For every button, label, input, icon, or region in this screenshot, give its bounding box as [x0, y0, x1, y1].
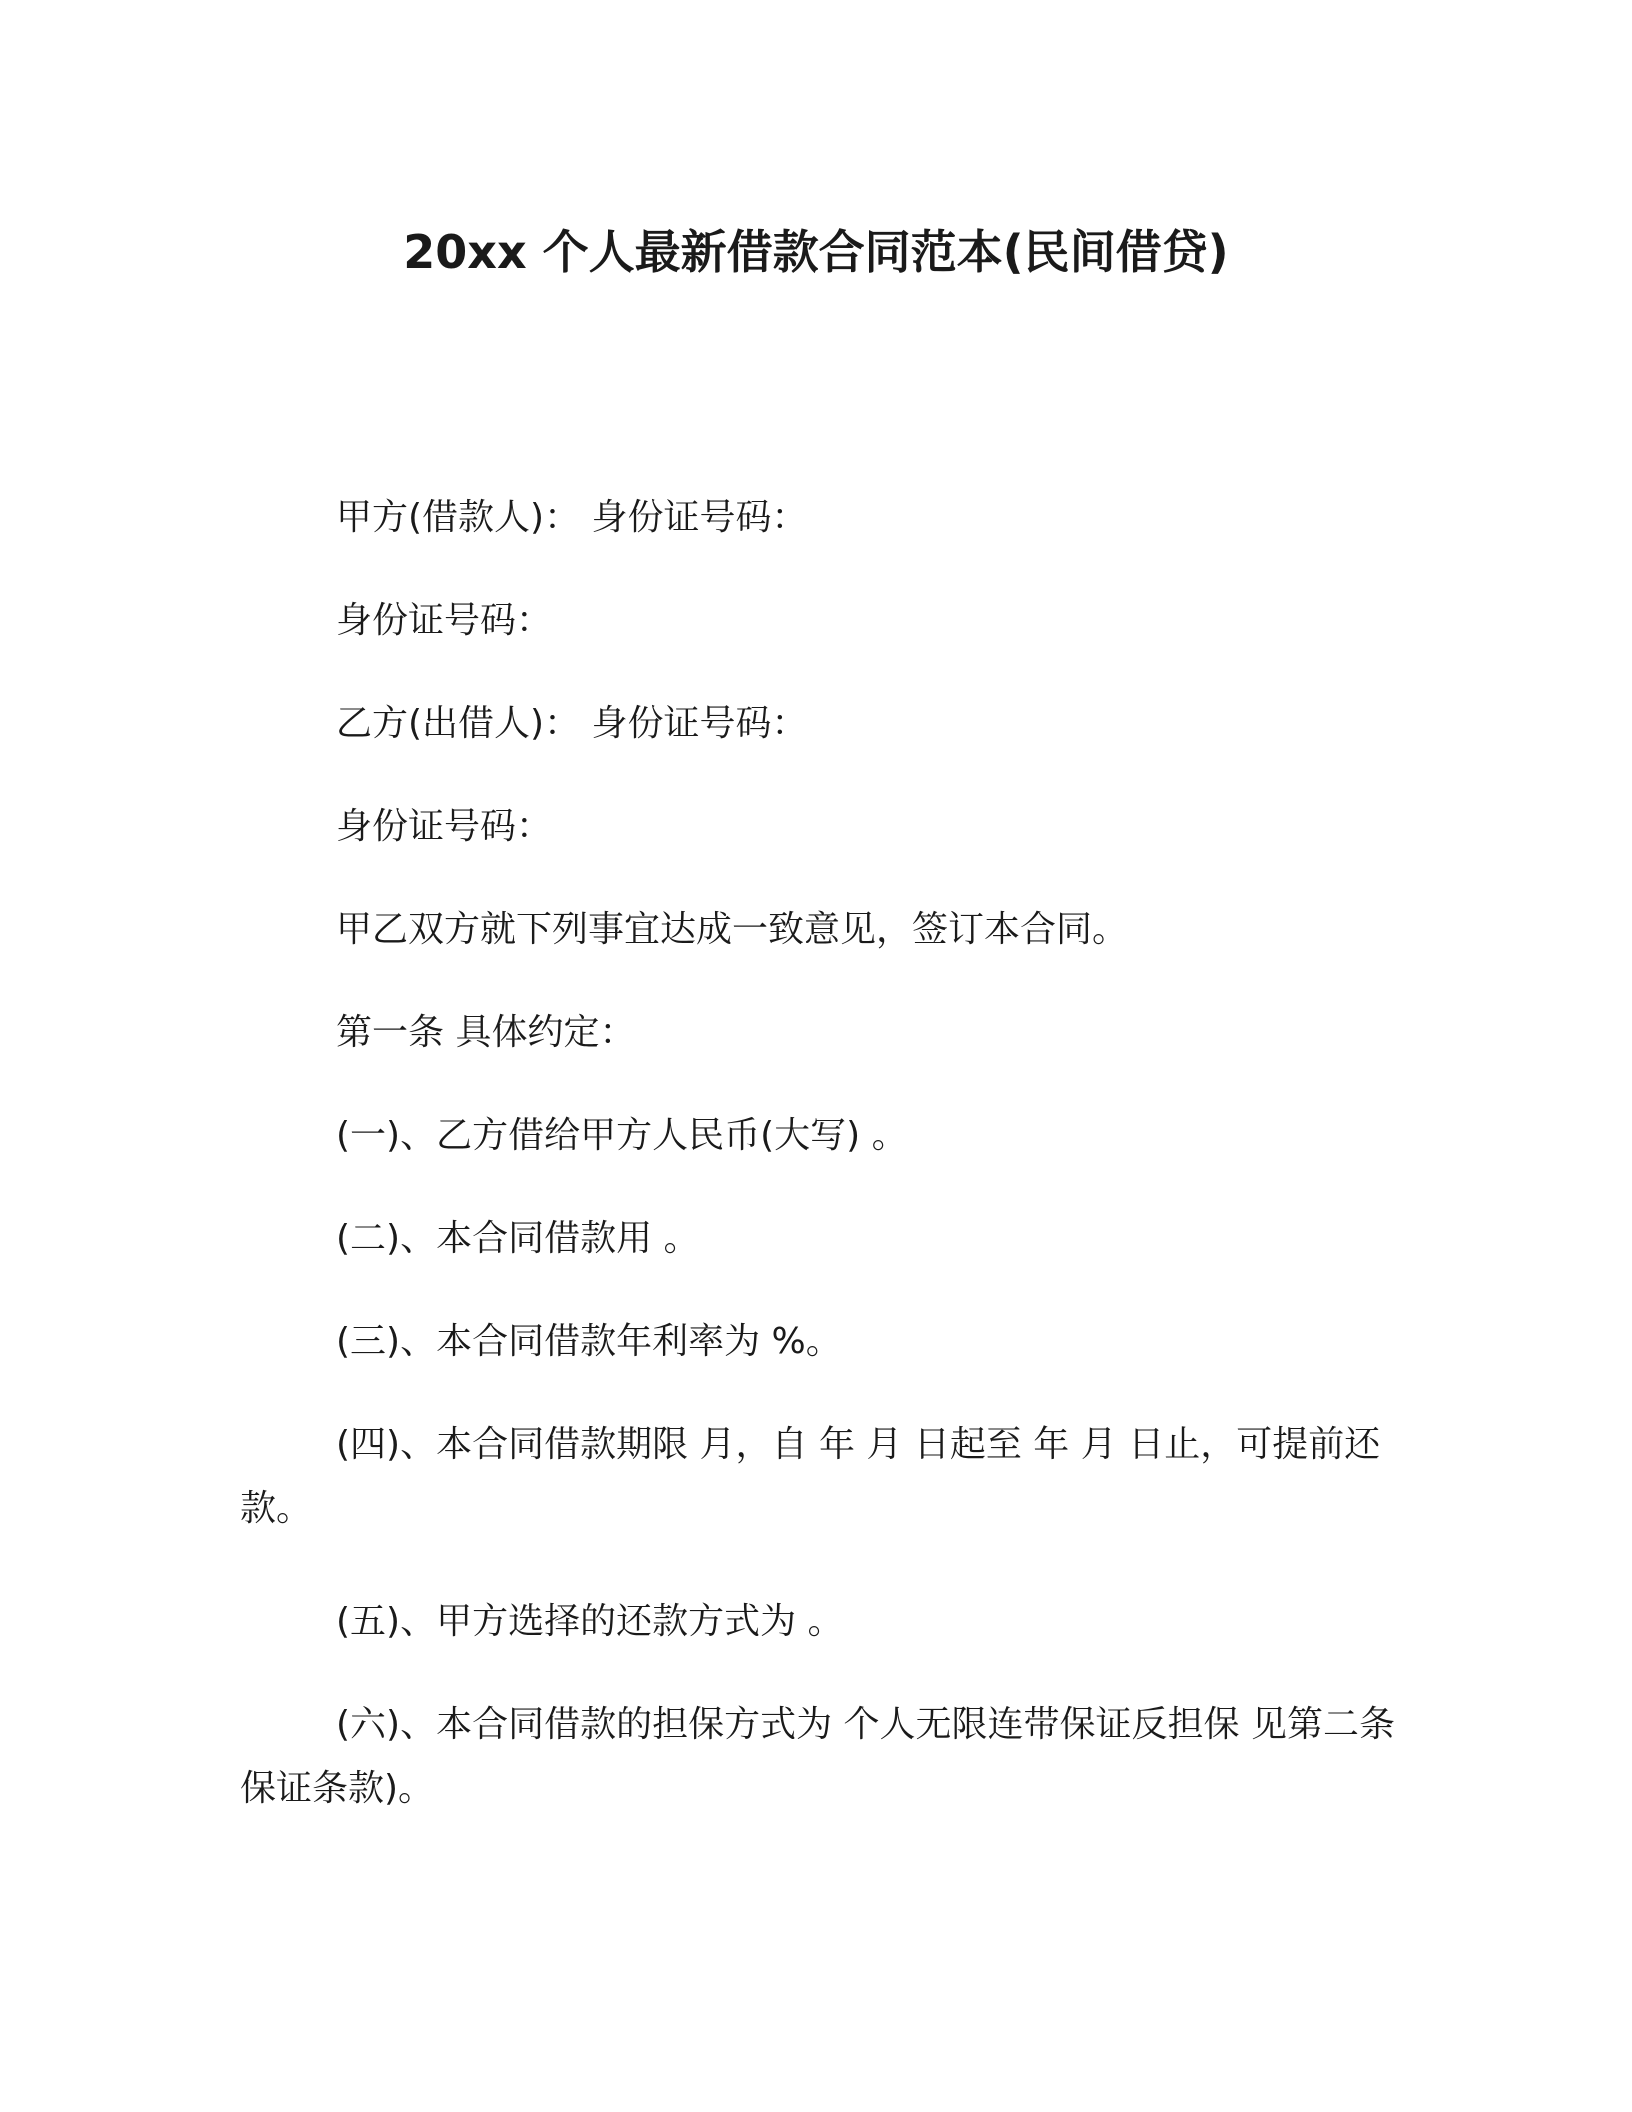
party-b-line: 乙方(出借人)： 身份证号码：	[336, 703, 808, 744]
clause-4: (四)、本合同借款期限 月，自 年 月 日起至 年 月 日止，可提前还款。	[240, 1424, 1381, 1529]
agreement-intro: 甲乙双方就下列事宜达成一致意见，签订本合同。	[336, 909, 1129, 950]
party-a-line: 甲方(借款人)： 身份证号码：	[336, 497, 808, 538]
clause-5: (五)、甲方选择的还款方式为 。	[336, 1601, 844, 1642]
article-one-heading: 第一条 具体约定：	[336, 1012, 636, 1053]
party-b-id-line: 身份证号码：	[336, 806, 553, 847]
clause-3: (三)、本合同借款年利率为 %。	[336, 1321, 842, 1362]
party-a-id-line: 身份证号码：	[336, 600, 553, 641]
clause-2: (二)、本合同借款用 。	[336, 1218, 700, 1259]
document-title: 20xx 个人最新借款合同范本(民间借贷)	[403, 225, 1229, 279]
clause-6: (六)、本合同借款的担保方式为 个人无限连带保证反担保 见第二条保证条款)。	[240, 1704, 1395, 1809]
clause-1: (一)、乙方借给甲方人民币(大写) 。	[336, 1115, 908, 1156]
